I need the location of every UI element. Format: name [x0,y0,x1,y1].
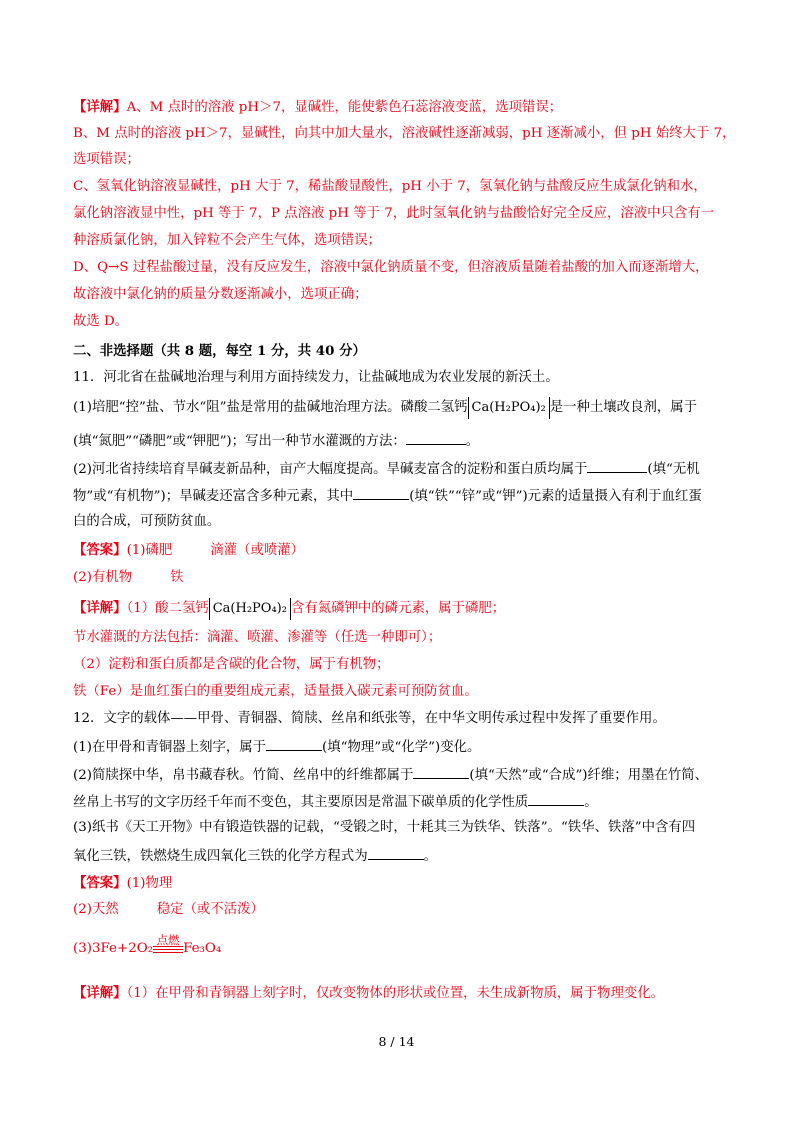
question-11-part-2: 白的合成，可预防贫血。 [73,514,221,529]
answer-blank [406,428,466,445]
question-12-stem: 12．文字的载体——甲骨、青铜器、简牍、丝帛和纸张等，在中华文明传承过程中发挥了重要作用。 [73,711,666,726]
explanation-line: 选项错误； [73,152,140,167]
explanation-line: 【详解】（1）在甲骨和青铜器上刻字时，仅改变物体的形状或位置，未生成新物质，属于物理变化。 [73,985,665,1001]
question-11-part-2: (2)河北省持续培育旱碱麦新品种，亩产大幅度提高。旱碱麦富含的淀粉和蛋白质均属于 (填“无机 [73,456,725,482]
question-11-part-1: (1)培肥“控”盐、节水“阻”盐是常用的盐碱地治理方法。磷酸二氢钙 Ca(H₂PO₄)₂ 是一种土壤改良剂，属于 [73,396,725,420]
answer-blank [413,762,469,779]
section-heading: 二、非选择题（共 8 题，每空 1 分，共 40 分） [73,343,366,359]
explanation-line: 种溶质氯化钠，加入锌粒不会产生气体，选项错误； [73,233,381,248]
question-12-part-2: 丝帛上书写的文字历经千年而不变色，其主要原因是常温下碳单质的化学性质 。 [73,789,725,815]
answer-blank [528,789,584,806]
page-number: 8 / 14 [378,1034,415,1049]
explanation-line: 【详解】A、M 点时的溶液 pH＞7，显碱性，能使紫色石蕊溶液变蓝，选项错误； [73,99,563,115]
answer-line: 【答案】(1)物理 [73,875,173,891]
question-11-stem: 11．河北省在盐碱地治理与利用方面持续发力，让盐碱地成为农业发展的新沃土。 [73,370,559,385]
answer-line: (2)有机物 铁 [73,570,184,585]
explanation-line: B、M 点时的溶液 pH＞7，显碱性，向其中加大量水，溶液碱性逐渐减弱，pH 逐渐减小，但 pH 始终大于 7， [73,126,736,141]
formula-ca-h2po4-2: Ca(H₂PO₄)₂ [209,598,291,620]
explanation-line: D、Q→S 过程盐酸过量，没有反应发生，溶液中氯化钠质量不变，但溶液质量随着盐酸的加入而逐渐增大， [73,260,709,275]
explanation-line: （2）淀粉和蛋白质都是含碳的化合物，属于有机物； [73,657,390,672]
explanation-line: C、氢氧化钠溶液显碱性，pH 大于 7，稀盐酸显酸性，pH 小于 7，氢氧化钠与盐酸反应生成氯化钠和水， [73,179,707,194]
question-11-part-2: 物”或“有机物”)；旱碱麦还富含多种元素，其中 (填“铁”“锌”或“钾”)元素的适量摄入有利于血红蛋 [73,483,725,509]
question-12-part-3: 氧化三铁，铁燃烧生成四氧化三铁的化学方程式为 。 [73,843,725,869]
question-12-part-3: (3)纸书《天工开物》中有锻造铁器的记载，“受锻之时，十耗其三为铁华、铁落”。“铁华、铁落”中含有四 [73,820,696,835]
explanation-line: 节水灌溉的方法包括：滴灌、喷灌、渗灌等（任选一种即可）； [73,630,442,645]
answer-blank [587,456,647,473]
explanation-line: 故选 D。 [73,314,129,329]
explanation-line: 【详解】（1）酸二氢钙 Ca(H₂PO₄)₂ 含有氮磷钾中的磷元素，属于磷肥； [73,596,725,621]
explanation-line: 铁（Fe）是血红蛋白的重要组成元素，适量摄入碳元素可预防贫血。 [73,684,478,699]
question-12-part-1: (1)在甲骨和青铜器上刻字，属于 (填“物理”或“化学”)变化。 [73,734,725,760]
question-12-part-2: (2)简牍探中华，帛书藏春秋。竹简、丝帛中的纤维都属于 (填“天然”或“合成”)纤维；用墨在竹简、 [73,762,725,788]
explanation-line: 故溶液中氯化钠的质量分数逐渐减小，选项正确； [73,287,368,302]
answer-line: 【答案】(1)磷肥 滴灌（或喷灌） [73,542,305,558]
question-11-part-1: (填“氮肥”“磷肥”或“钾肥”)；写出一种节水灌溉的方法： 。 [73,428,725,454]
answer-blank [266,734,322,751]
answer-blank [353,483,409,500]
answer-line: (2)天然 稳定（或不活泼） [73,902,264,917]
answer-blank [368,843,424,860]
reaction-condition-mark: 点燃 [153,939,183,959]
explanation-line: 氯化钠溶液显中性，pH 等于 7，P 点溶液 pH 等于 7，此时氢氧化钠与盐酸恰好完全反应，溶液中只含有一 [73,206,715,221]
formula-ca-h2po4-2: Ca(H₂PO₄)₂ [468,397,550,419]
answer-equation: (3)3Fe+2O₂ 点燃 Fe₃O₄ [73,937,725,961]
